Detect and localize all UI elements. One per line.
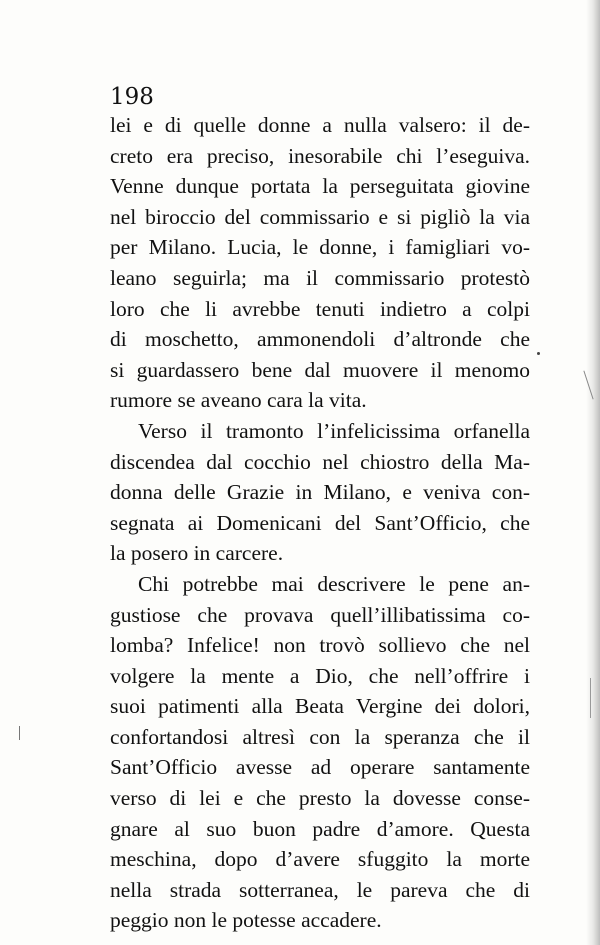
body-text xyxy=(110,110,530,936)
text-line: Sant’Officio avesse ad operare santamente xyxy=(110,755,530,780)
text-line: leano seguirla; ma il commissario protestò xyxy=(110,265,530,290)
ink-speck xyxy=(537,352,540,355)
text-line: Venne dunque portata la perseguitata giovine xyxy=(110,174,530,199)
paper-edge-mark xyxy=(590,678,591,718)
text-line: Verso il tramonto l’infelicissima orfanella xyxy=(138,418,530,443)
text-line: lei e di quelle donne a nulla valsero: il de- xyxy=(110,113,530,137)
text-line: verso di lei e che presto la dovesse conse- xyxy=(110,786,530,811)
page-edge-shadow xyxy=(586,0,600,945)
text-line: lomba? Infelice! non trovò sollievo che nel xyxy=(110,633,530,658)
text-line: gnare al suo buon padre d’amore. Questa xyxy=(110,816,530,841)
text-line: creto era preciso, inesorabile chi l’eseguiva. xyxy=(110,143,530,168)
text-line: si guardassero bene dal muovere il menomo xyxy=(110,357,530,382)
text-line: volgere la mente a Dio, che nell’offrire i xyxy=(110,663,530,688)
text-line: suoi patimenti alla Beata Vergine dei dolori, xyxy=(110,694,530,719)
text-line: peggio non le potesse accadere. xyxy=(110,908,382,933)
text-line: meschina, dopo d’avere sfuggito la morte xyxy=(110,847,530,872)
text-line: segnata ai Domenicani del Sant’Officio, che xyxy=(110,510,530,535)
text-line: donna delle Grazie in Milano, e veniva con- xyxy=(110,480,530,505)
text-line: loro che li avrebbe tenuti indietro a colpi xyxy=(110,296,530,321)
text-line: la posero in carcere. xyxy=(110,541,284,566)
text-line: di moschetto, ammonendoli d’altronde che xyxy=(110,327,530,352)
text-line: rumore se aveano cara la vita. xyxy=(110,388,367,413)
text-line: confortandosi altresì con la speranza che il xyxy=(110,724,530,749)
text-line: per Milano. Lucia, le donne, i famigliari vo- xyxy=(110,235,530,260)
text-line: Chi potrebbe mai descrivere le pene an- xyxy=(138,571,530,596)
margin-mark xyxy=(19,726,20,740)
text-line: discendea dal cocchio nel chiostro della Ma- xyxy=(110,449,530,474)
page-number: 198 xyxy=(110,84,154,110)
text-line: nella strada sotterranea, le pareva che di xyxy=(110,877,530,902)
text-line: gustiose che provava quell’illibatissima co- xyxy=(110,602,530,627)
text-line: nel biroccio del commissario e si pigliò la via xyxy=(110,204,530,229)
